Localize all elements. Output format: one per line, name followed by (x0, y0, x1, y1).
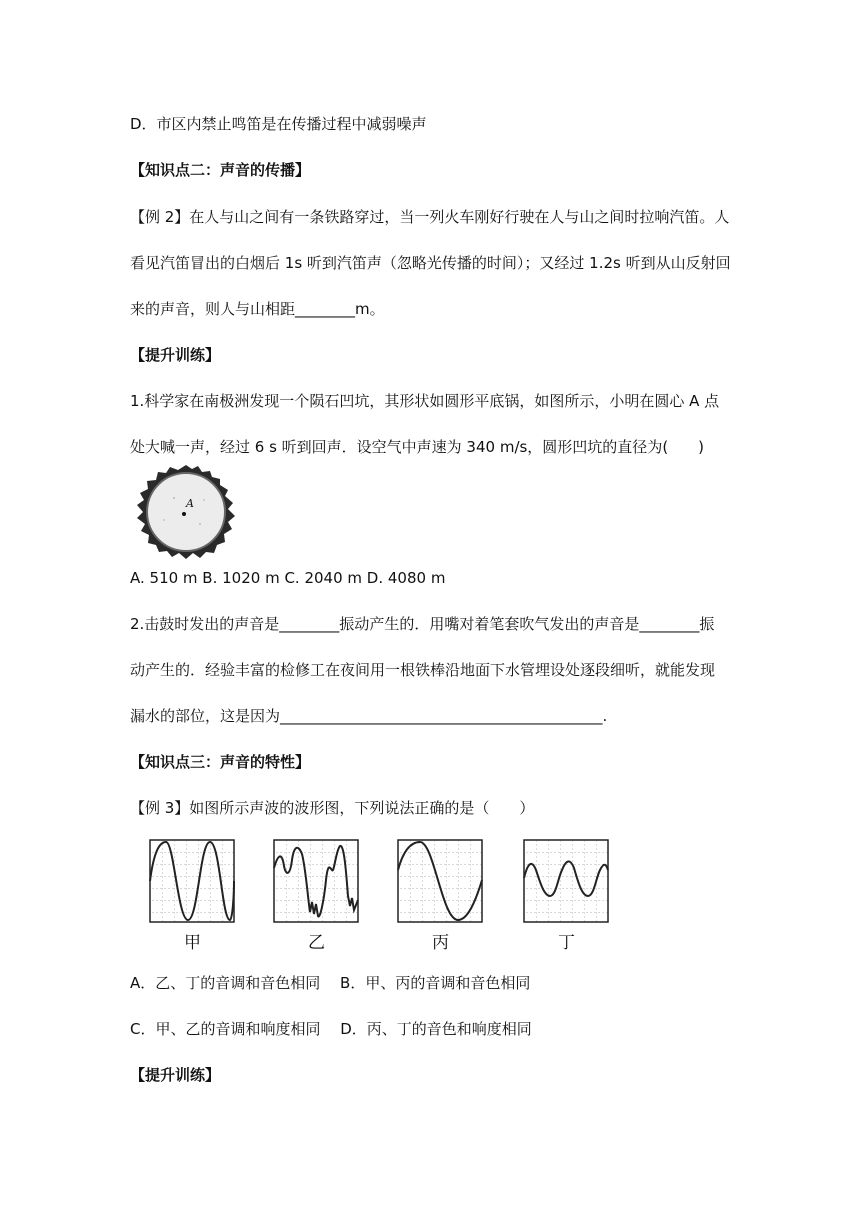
section-heading-3: 【知识点三：声音的特性】 (130, 753, 311, 771)
crater-floor (147, 473, 225, 551)
question-2-line-2: 动产生的．经验丰富的检修工在夜间用一根铁棒沿地面下水管埋设处逐段细听，就能发现 (130, 661, 716, 679)
section-heading-2: 【知识点二：声音的传播】 (130, 161, 311, 179)
example-2-line-3: 来的声音，则人与山相距________m。 (130, 300, 385, 318)
center-point-a (182, 512, 186, 516)
question-1-line-2: 处大喊一声，经过 6 s 听到回声．设空气中声速为 340 m/s，圆形凹坑的直径为( ) (130, 438, 705, 456)
practice-heading-1: 【提升训练】 (130, 346, 221, 364)
question-2-line-3: 漏水的部位，这是因为___________________________________________. (130, 707, 608, 725)
waveform-ding (524, 840, 608, 922)
waveform-yi (274, 840, 358, 922)
waveform-label-jia: 甲 (184, 933, 201, 953)
crater-figure (134, 462, 238, 560)
example-2-line-2: 看见汽笛冒出的白烟后 1s 听到汽笛声（忽略光传播的时间）；又经过 1.2s 听到从山反射回 (130, 254, 731, 272)
waveform-label-bing: 丙 (432, 933, 449, 953)
example-3-options-ab: A．乙、丁的音调和音色相同 B．甲、丙的音调和音色相同 (130, 974, 531, 992)
waveform-label-yi: 乙 (308, 933, 325, 953)
waveform-label-ding: 丁 (558, 933, 575, 953)
waveform-jia (150, 840, 234, 922)
example-2-line-1: 【例 2】在人与山之间有一条铁路穿过，当一列火车刚好行驶在人与山之间时拉响汽笛。人 (130, 208, 730, 226)
question-2-line-1: 2.击鼓时发出的声音是________振动产生的．用嘴对着笔套吹气发出的声音是________振 (130, 615, 715, 633)
question-1-line-1: 1.科学家在南极洲发现一个陨石凹坑，其形状如圆形平底锅，如图所示，小明在圆心 A 点 (130, 392, 720, 410)
question-1-options: A. 510 m B. 1020 m C. 2040 m D. 4080 m (130, 569, 446, 587)
option-d-text: D．市区内禁止鸣笛是在传播过程中减弱噪声 (130, 115, 427, 133)
practice-heading-2: 【提升训练】 (130, 1066, 221, 1084)
center-label-a: A (186, 497, 194, 510)
waveform-figure (146, 836, 616, 954)
example-3-options-cd: C．甲、乙的音调和响度相同 D．丙、丁的音色和响度相同 (130, 1020, 532, 1038)
example-3-text: 【例 3】如图所示声波的波形图，下列说法正确的是（ ） (130, 799, 535, 817)
waveform-bing (398, 840, 482, 922)
